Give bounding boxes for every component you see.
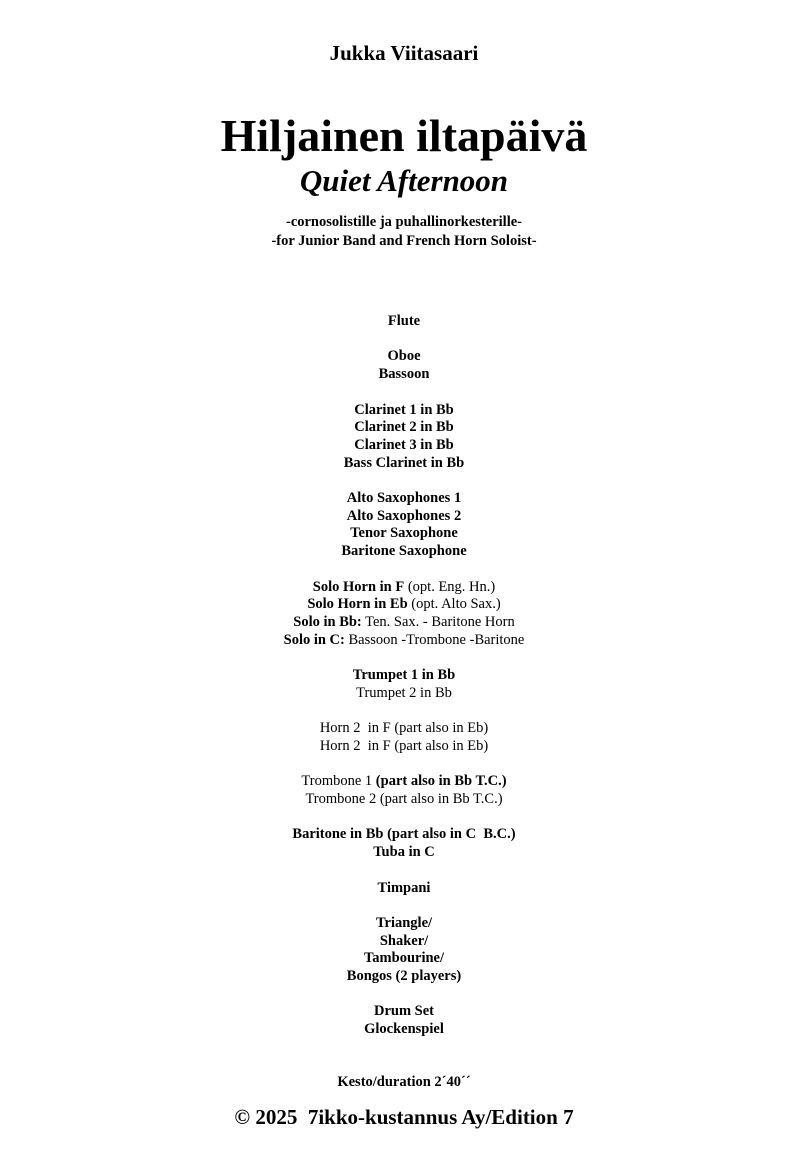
instrument-line	[0, 968, 808, 986]
piece-title: Hiljainen iltapäivä	[220, 110, 588, 161]
duration-line: Kesto/duration 2´40´´	[337, 1073, 471, 1090]
blank-line	[0, 331, 808, 349]
instrument-line	[0, 490, 808, 508]
instrument-line-segment: Trumpet 2 in Bb	[356, 684, 452, 701]
instrument-line	[0, 632, 808, 650]
instrument-line-segment: Bongos (2 players)	[346, 968, 462, 985]
instrument-line-segment: Triangle/	[375, 914, 433, 931]
instrument-line-segment: Alto Saxophones 2	[346, 507, 462, 524]
instrument-line-segment: Clarinet 2 in Bb	[354, 419, 454, 436]
blank-line	[0, 809, 808, 827]
instrument-line-segment: (opt. Alto Sax.)	[407, 596, 501, 613]
instrument-line-segment: Bassoon -Trombone -Baritone	[344, 631, 525, 648]
instrument-line	[0, 402, 808, 420]
instrument-line-segment: Baritone in Bb (part also in C B.C.)	[292, 826, 516, 843]
instrument-line	[0, 880, 808, 898]
instrument-line-segment: Flute	[387, 313, 421, 329]
instrument-line	[0, 915, 808, 933]
tagline-finnish: -cornosolistille ja puhallinorkesterille-	[285, 214, 522, 230]
instrument-line	[0, 437, 808, 455]
instrument-line-segment: Tenor Saxophone	[350, 525, 458, 542]
instrumentation-list	[0, 313, 808, 1039]
instrument-line	[0, 933, 808, 951]
instrument-line	[0, 348, 808, 366]
instrument-line	[0, 950, 808, 968]
instrument-line-segment: (opt. Eng. Hn.)	[404, 578, 496, 595]
instrument-line-segment: Tuba in C	[373, 844, 435, 861]
instrument-line-segment: Ten. Sax. - Baritone Horn	[361, 613, 515, 630]
copyright-line: © 2025 7ikko-kustannus Ay/Edition 7	[234, 1104, 574, 1129]
instrument-line-segment: Clarinet 3 in Bb	[354, 436, 454, 453]
taglines	[0, 213, 808, 250]
instrument-line	[0, 720, 808, 738]
piece-subtitle: Quiet Afternoon	[299, 163, 509, 198]
blank-line	[0, 649, 808, 667]
instrument-line-segment: Bass Clarinet in Bb	[343, 454, 465, 471]
instrument-line-segment: Baritone Saxophone	[341, 543, 467, 560]
instrument-line	[0, 614, 808, 632]
instrument-line	[0, 543, 808, 561]
instrument-line	[0, 419, 808, 437]
instrument-line	[0, 738, 808, 756]
instrument-line-segment: Alto Saxophones 1	[346, 490, 462, 507]
instrument-line-segment: Clarinet 1 in Bb	[354, 401, 454, 418]
blank-line	[0, 897, 808, 915]
blank-line	[0, 472, 808, 490]
instrument-line	[0, 455, 808, 473]
instrument-line	[0, 773, 808, 791]
instrument-line-segment: Oboe	[387, 348, 421, 365]
instrument-line-segment: Horn 2 in F (part also in Eb)	[319, 720, 489, 737]
instrument-line	[0, 844, 808, 862]
instrument-line-segment: Timpani	[377, 879, 431, 896]
instrument-line-segment: Glockenspiel	[364, 1021, 444, 1038]
instrument-line-segment: Tambourine/	[363, 950, 445, 967]
instrument-line	[0, 313, 808, 331]
instrument-line-segment: Bassoon	[378, 366, 430, 383]
blank-line	[0, 561, 808, 579]
blank-line	[0, 986, 808, 1004]
instrument-line-segment: Horn 2 in F (part also in Eb)	[319, 737, 489, 754]
blank-line	[0, 862, 808, 880]
instrument-line	[0, 596, 808, 614]
instrument-line-segment: Solo in C:	[283, 631, 345, 648]
composer-name: Jukka Viitasaari	[329, 41, 479, 65]
instrument-line	[0, 685, 808, 703]
instrument-line-segment: Solo Horn in Eb	[307, 596, 408, 613]
instrument-line	[0, 791, 808, 809]
tagline-english: -for Junior Band and French Horn Soloist-	[271, 232, 537, 249]
instrument-line-segment: Trombone 1	[301, 773, 376, 790]
instrument-line-segment: Solo in Bb:	[293, 613, 362, 630]
instrument-line	[0, 579, 808, 597]
blank-line	[0, 384, 808, 402]
instrument-line	[0, 525, 808, 543]
instrument-line	[0, 826, 808, 844]
instrument-line-segment: Shaker/	[379, 932, 429, 949]
instrument-line	[0, 1021, 808, 1039]
instrument-line-segment: Drum Set	[373, 1003, 434, 1020]
instrument-line	[0, 366, 808, 384]
instrument-line-segment: Trombone 2 (part also in Bb T.C.)	[305, 790, 503, 807]
instrument-line-segment: (part also in Bb T.C.)	[375, 773, 507, 790]
instrument-line-segment: Trumpet 1 in Bb	[352, 667, 456, 684]
instrument-line	[0, 508, 808, 526]
instrument-line	[0, 1003, 808, 1021]
instrument-line	[0, 667, 808, 685]
blank-line	[0, 756, 808, 774]
blank-line	[0, 702, 808, 720]
instrument-line-segment: Solo Horn in F	[312, 578, 405, 595]
